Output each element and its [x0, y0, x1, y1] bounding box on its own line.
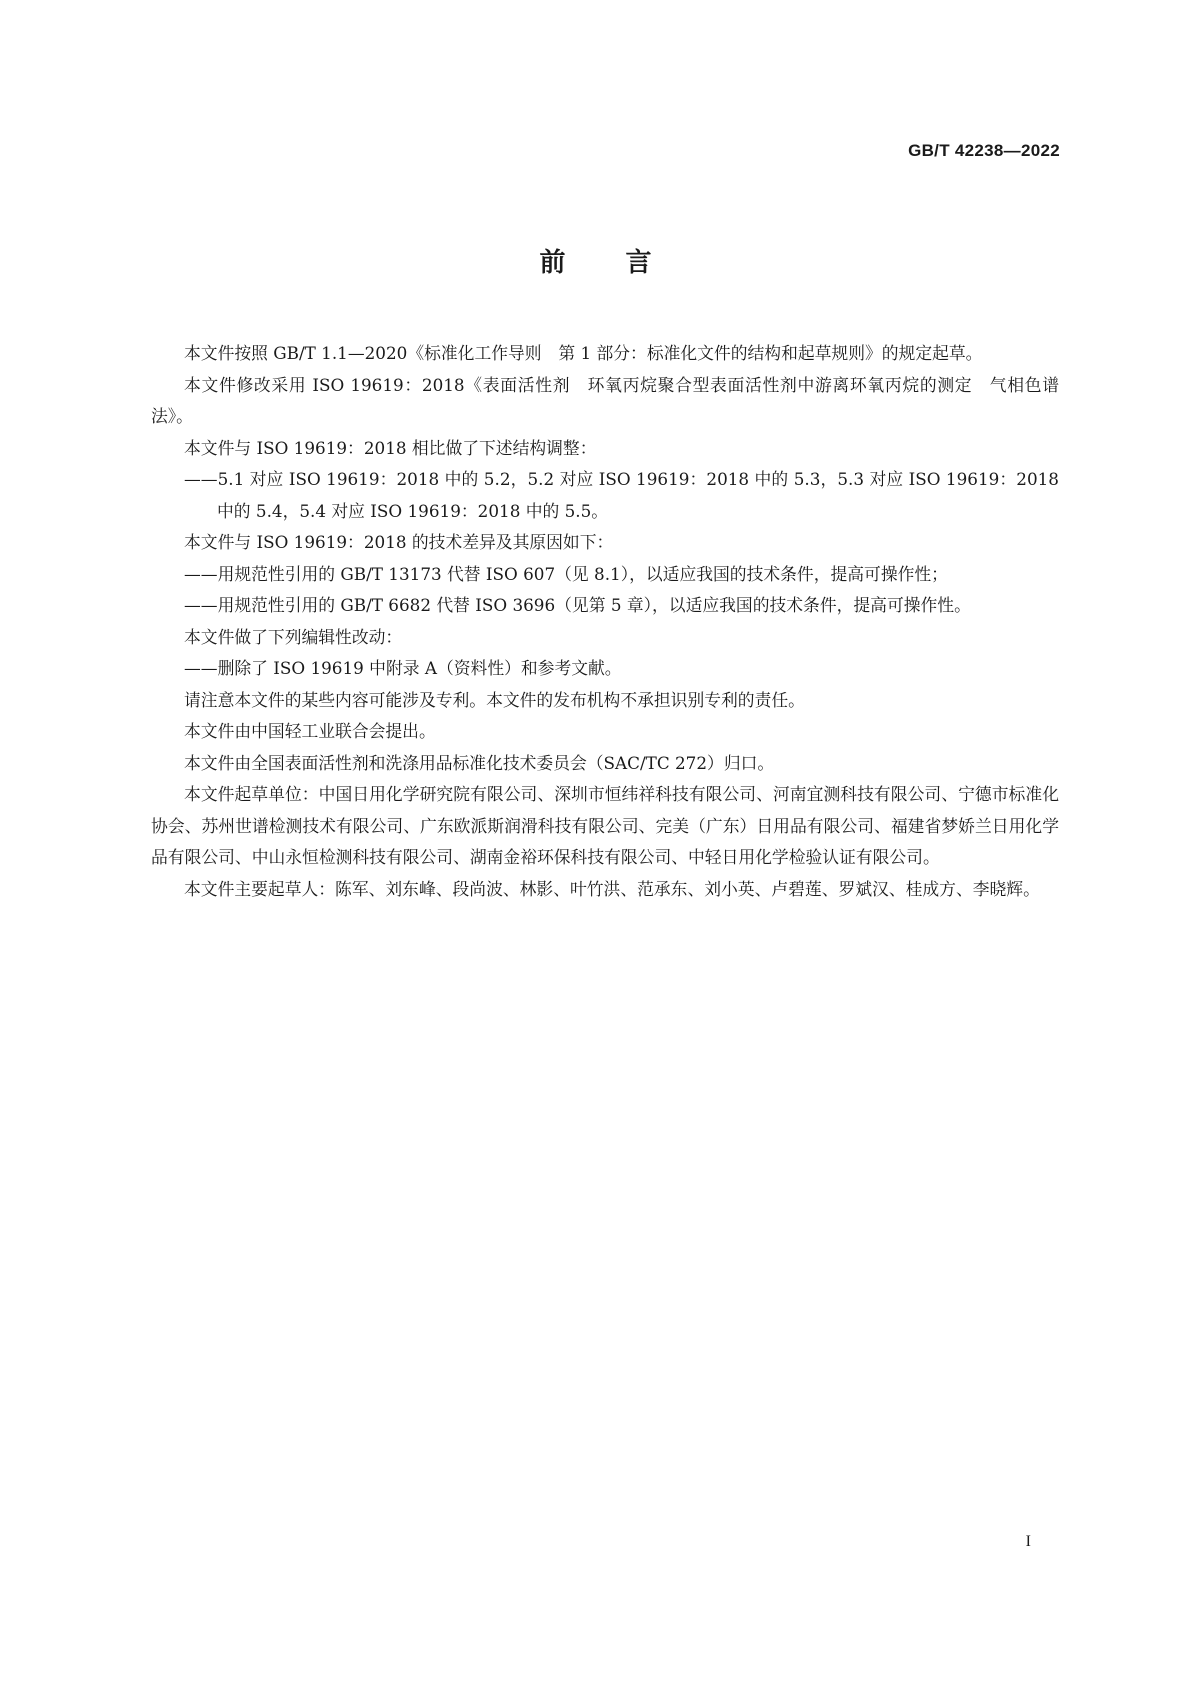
list-item-technical-diff-2: ——用规范性引用的 GB/T 6682 代替 ISO 3696（见第 5 章），以适应我国的技术条件，提高可操作性。 — [184, 595, 971, 615]
paragraph-technical-diff-intro: 本文件与 ISO 19619：2018 的技术差异及其原因如下： — [184, 532, 614, 552]
paragraph-committee: 本文件由全国表面活性剂和洗涤用品标准化技术委员会（SAC/TC 272）归口。 — [184, 752, 775, 773]
page-number: I — [1025, 1533, 1031, 1550]
paragraph-proposer: 本文件由中国轻工业联合会提出。 — [184, 721, 436, 741]
preface-body — [151, 338, 1059, 905]
paragraph-structure-intro: 本文件与 ISO 19619：2018 相比做了下述结构调整： — [184, 437, 597, 458]
paragraph-patent-notice: 请注意本文件的某些内容可能涉及专利。本文件的发布机构不承担识别专利的责任。 — [184, 689, 805, 710]
page-title: 前言 — [539, 248, 712, 278]
standard-number: GB/T 42238—2022 — [908, 141, 1060, 160]
paragraph-editorial-intro: 本文件做了下列编辑性改动： — [184, 626, 403, 647]
list-item-technical-diff-1: ——用规范性引用的 GB/T 13173 代替 ISO 607（见 8.1），以适应我国的技术条件，提高可操作性； — [184, 563, 948, 584]
list-item-structure: ——5.1 对应 ISO 19619：2018 中的 5.2，5.2 对应 ISO 19619：2018 中的 5.3，5.3 对应 ISO 19619：2018 中的 5.4，5.4 对应 ISO 19619：2018 中的 5.5。 — [184, 469, 1059, 521]
paragraph-drafting-rules: 本文件按照 GB/T 1.1—2020《标准化工作导则 第 1 部分：标准化文件的结构和起草规则》的规定起草。 — [184, 343, 983, 363]
paragraph-adoption: 本文件修改采用 ISO 19619：2018《表面活性剂 环氧丙烷聚合型表面活性剂中游离环氧丙烷的测定 气相色谱法》。 — [151, 374, 1059, 426]
paragraph-drafting-units: 本文件起草单位：中国日用化学研究院有限公司、深圳市恒纬祥科技有限公司、河南宜测科技有限公司、宁德市标准化协会、苏州世谱检测技术有限公司、广东欧派斯润滑科技有限公司、完美（广东）日用品有限公司、福建省梦娇兰日用化学品有限公司、中山永恒检测科技有限公司、湖南金裕环保科技有限公司、中轻日用化学检验认证有限公司。 — [151, 784, 1059, 867]
list-item-editorial-1: ——删除了 ISO 19619 中附录 A（资料性）和参考文献。 — [184, 658, 622, 678]
paragraph-drafters: 本文件主要起草人：陈军、刘东峰、段尚波、林影、叶竹洪、范承东、刘小英、卢碧莲、罗斌汉、桂成方、李晓辉。 — [184, 878, 1040, 899]
